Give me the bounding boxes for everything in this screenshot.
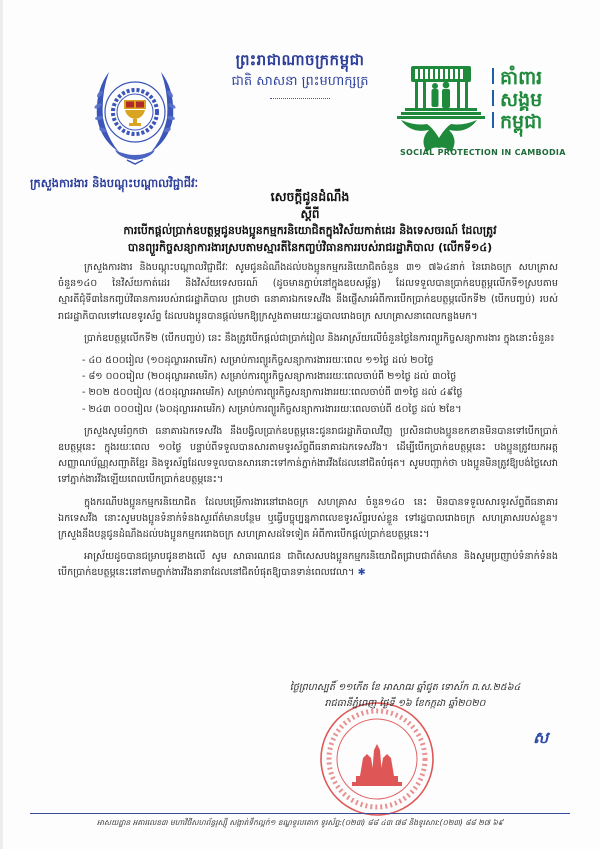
sp-khmer-line1: គាំពារ [500, 67, 543, 89]
star-mark-icon: ✱ [357, 567, 366, 579]
ministry-labour-emblem-icon [87, 64, 183, 168]
ornament-divider [270, 98, 330, 101]
paragraph-closing [58, 549, 558, 581]
notice-body [58, 260, 558, 588]
footer-address: អាសយដ្ឋាន អគារលេខ៣ មហាវិថីសហព័ន្ធរុស្ស៊ី សង្កាត់ទឹកល្អក់១ ខណ្ឌទួលគោក ទូរស័ព្ទ:(០២៣) ៨៨ ៤៣ ៧៨ និងទូរសារ:(០២៣) ៨៨ ២៧ ៦៩ [96, 818, 504, 827]
kingdom-motto: ជាតិ សាសនា ព្រះមហាក្សត្រ [231, 74, 369, 89]
amount-item: - ៤០ ៥០០រៀល (១០ដុល្លារអាមេរិក) សម្រាប់ការព្យួរកិច្ចសន្យាការងាររយៈពេល ១១ថ្ងៃ ដល់ ២០ថ្ងៃ [82, 355, 434, 367]
paragraph-reminder: ក្រសួងសូមរំឭកថា ធនាគារឯកទេសវីង នឹងបង្វិលប្រាក់ឧបត្ថម្ភនេះជូនរាជរដ្ឋាភិបាលវិញ ប្រសិនជាបងប្អូនខកខានមិនបានទៅបើកប្រាក់ឧបត្ថម្ភនេះ ក្នុងរយៈពេល ១០ថ្ងៃ បន្ទាប់ពីទទួលបានសារតាមទូរស័ព្ទពីធនាគារឯកទេសវីង។ ដើម្បីបើកប្រាក់ឧបត្ថម្ភនេះ បងប្អូនត្រូវយកអត្តសញ្ញាណប័ណ្ណសញ្ជាតិខ្មែរ និងទូរស័ព្ទដែលទទួលបានសារនោះទៅកាន់ភ្នាក់ងារវីងដែលនៅជិតបំផុត។ សូមបញ្ជាក់ថា បងប្អូនមិនត្រូវឱ្យបង់ថ្លៃសេវាទៅភ្នាក់ងារវីងឡើយពេលបើកប្រាក់ឧបត្ថម្ភនេះ។ [58, 425, 558, 486]
solar-date: រាជធានីភ្នំពេញ ថ្ងៃទី ១៦ ខែកក្កដា ឆ្នាំ២០២០ [324, 698, 486, 709]
footer-rule [30, 813, 570, 814]
lunar-date: ថ្ងៃព្រហស្បតិ៍ ១១កើត ខែ អាសាឍ ឆ្នាំជូត ទោស័ក ព.ស.២៥៦៤ [289, 682, 521, 693]
kingdom-title: ព្រះរាជាណាចក្រកម្ពុជា [235, 51, 365, 69]
scan-edge [0, 0, 3, 849]
amounts-list [58, 353, 558, 418]
svg-text:សង្គម: សង្គម [500, 89, 543, 111]
svg-text:កម្ពុជា: កម្ពុជា [500, 111, 543, 133]
social-protection-caption: SOCIAL PROTECTION IN CAMBODIA [400, 148, 566, 157]
notice-regarding: ស្តីពី [300, 207, 320, 221]
notice-heading: សេចក្តីជូនដំណឹង [270, 189, 350, 204]
paragraph-no-sms: ក្នុងករណីបងប្អូនកម្មករនិយោជិត ដែលបម្រើការងារនៅរោងចក្រ សហគ្រាស ចំនួន១៤០ នេះ មិនបានទទួលសារទូរស័ព្ទពីធនាគារឯកទេសវីង នោះសូមបងប្អូនទំនាក់ទំនងសួរព័ត៌មានបន្ថែម ឬធ្វើបច្ចុប្បន្នភាពលេខទូរស័ព្ទរបស់ខ្លួន ទៅរដ្ឋបាលរោងចក្រ សហគ្រាសរបស់ខ្លួន។ ក្រសួងនឹងបន្តជូនដំណឹងដល់បងប្អូនកម្មកររោងចក្រ សហគ្រាសដទៃទៀត អំពីការបើកផ្តល់ប្រាក់ឧបត្ថម្ភនេះ។ [58, 496, 558, 541]
date-block [255, 680, 555, 712]
notice-title-block [60, 188, 560, 256]
notice-subject-line1: ការបើកផ្តល់ប្រាក់ឧបត្ថម្ភជូនបងប្អូនកម្មករនិយោជិតក្នុងវិស័យកាត់ដេរ និងទេសចរណ៍ ដែលត្រូវ [123, 224, 497, 237]
paragraph-intro: ក្រសួងការងារ និងបណ្តុះបណ្តាលវិជ្ជាជីវៈ សូមជូនដំណឹងដល់បងប្អូនកម្មករនិយោជិតចំនួន ៣១ ៧៦៤នាក់ នៃរោងចក្រ សហគ្រាស ចំនួន១៤០ នៃវិស័យកាត់ដេរ និងវិស័យទេសចរណ៍ (ដូចមានភ្ជាប់នៅក្នុងឧបសម្ព័ន្ធ) ដែលទទួលបានប្រាក់ឧបត្ថម្ភលើកទី១ស្របតាមស្មារតីជុំទី៣នៃកញ្ចប់វិធានការរបស់រាជរដ្ឋាភិបាល ជ្រាបថា ធនាគារឯកទេសវីង នឹងផ្ញើសារអំពីការបើកប្រាក់ឧបត្ថម្ភលើកទី២ (បើកបញ្ចប់) របស់រាជរដ្ឋាភិបាលទៅលេខទូរស័ព្ទ ដែលបងប្អូនបានផ្តល់មកឱ្យក្រសួងតាមរយៈរដ្ឋបាលរោងចក្រ សហគ្រាសនាពេលកន្លងមក។ [58, 262, 558, 322]
amount-item: - ៨១ ០០០រៀល (២០ដុល្លារអាមេរិក) សម្រាប់ការព្យួរកិច្ចសន្យាការងាររយៈពេលចាប់ពី ២១ថ្ងៃ ដល់ ៣០ថ្ងៃ [82, 371, 457, 383]
notice-subject-line2: បានព្យួរកិច្ចសន្យាការងារស្របតាមស្មារតីនៃកញ្ចប់វិធានការរបស់រាជរដ្ឋាភិបាល (លើកទី១៤) [127, 241, 493, 254]
amount-item: - ២៤៣ ០០០រៀល (៦០ដុល្លារអាមេរិក) សម្រាប់ការព្យួរកិច្ចសន្យាការងាររយៈពេលចាប់ពី ៥០ថ្ងៃ ដល់ ២ខែ។ [82, 403, 462, 415]
ministry-name: ក្រសួងការងារ និងបណ្តុះបណ្តាលវិជ្ជាជីវៈ [30, 176, 199, 190]
amount-item: - ២០២ ៥០០រៀល (៥០ដុល្លារអាមេរិក) សម្រាប់ការព្យួរកិច្ចសន្យាការងាររយៈពេលចាប់ពី ៣១ថ្ងៃ ដល់ ៤៩ថ្ងៃ [82, 387, 463, 399]
official-red-seal-icon [318, 700, 436, 818]
signature-mark: ស [533, 728, 549, 747]
kingdom-motto-block [200, 50, 400, 101]
paragraph-amounts-intro: ប្រាក់ឧបត្ថម្ភលើកទី២ (បើកបញ្ចប់) នេះ នឹងត្រូវបើកផ្តល់ជាប្រាក់រៀល និងអាស្រ័យលើចំនួនថ្ងៃនៃការព្យួរកិច្ចសន្យាការងារ ក្នុងនោះចំនួន៖ [84, 332, 555, 344]
closing-text: អាស្រ័យដូចបានជម្រាបជូនខាងលើ សូម សាធារណជន ជាពិសេសបងប្អូនកម្មករនិយោជិតជ្រាបជាព័ត៌មាន និងសូមប្រញាប់ទំនាក់ទំនងបើកប្រាក់ឧបត្ថម្ភនេះនៅតាមភ្នាក់ងារវីងនានាដែលនៅជិតបំផុតឱ្យបានទាន់ពេលវេលា។ [58, 551, 558, 579]
